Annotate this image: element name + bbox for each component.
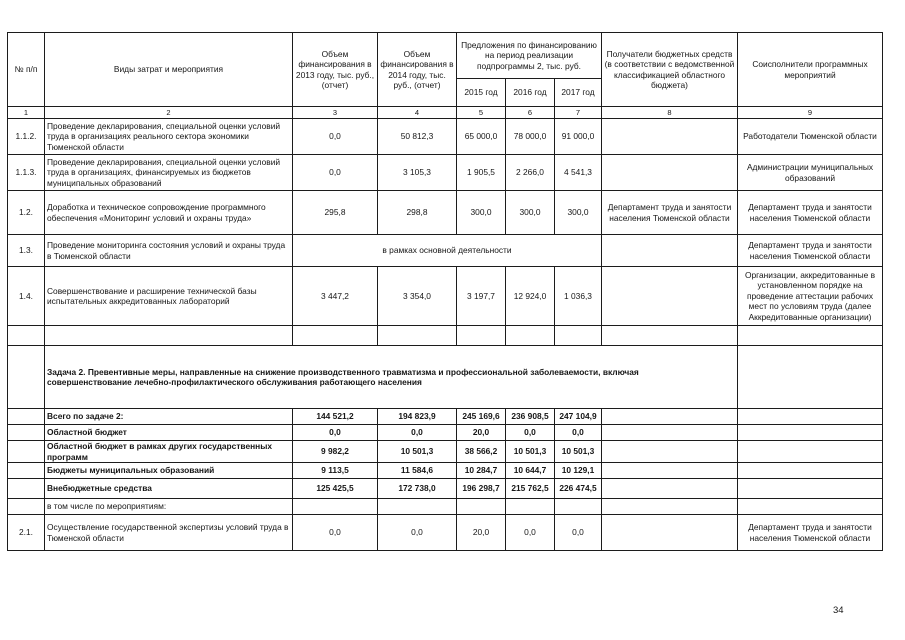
funding-note: в рамках основной деятельности (293, 235, 602, 267)
co-executor: Администрации муниципальных образований (738, 155, 883, 191)
empty-cell (457, 326, 506, 346)
column-number: 2 (45, 107, 293, 119)
row-number: 1.2. (8, 191, 45, 235)
empty-cell (8, 499, 45, 515)
empty-cell (602, 425, 738, 441)
empty-cell (602, 479, 738, 499)
funding-table (7, 32, 883, 551)
co-executor: Департамент труда и занятости населения Тюменской области (738, 515, 883, 551)
table-row (8, 119, 883, 155)
funding-2015: 300,0 (457, 191, 506, 235)
row-number: 1.4. (8, 267, 45, 326)
total-row (8, 463, 883, 479)
empty-cell (602, 119, 738, 155)
table-row (8, 191, 883, 235)
measure-name: Совершенствование и расширение технической базы испытательных аккредитованных лабораторий (45, 267, 293, 326)
funding-2017: 0,0 (555, 515, 602, 551)
funding-2013: 3 447,2 (293, 267, 378, 326)
empty-cell (738, 441, 883, 463)
header-year-2015: 2015 год (457, 79, 506, 107)
funding-2013: 9 113,5 (293, 463, 378, 479)
empty-cell (8, 409, 45, 425)
funding-2013: 0,0 (293, 119, 378, 155)
empty-cell (378, 499, 457, 515)
funding-2013: 125 425,5 (293, 479, 378, 499)
co-executor: Департамент труда и занятости населения Тюменской области (738, 191, 883, 235)
header-funding-2014: Объем финансирования в 2014 году, тыс. руб., (отчет) (378, 33, 457, 107)
row-number: 2.1. (8, 515, 45, 551)
row-number: 1.1.2. (8, 119, 45, 155)
empty-cell (378, 326, 457, 346)
empty-cell (602, 235, 738, 267)
empty-cell (8, 479, 45, 499)
table-row (8, 235, 883, 267)
funding-2015: 1 905,5 (457, 155, 506, 191)
empty-cell (506, 499, 555, 515)
including-label: в том числе по мероприятиям: (45, 499, 293, 515)
empty-cell (293, 326, 378, 346)
empty-cell (738, 499, 883, 515)
total-label: Областной бюджет (45, 425, 293, 441)
funding-2014: 298,8 (378, 191, 457, 235)
column-number: 1 (8, 107, 45, 119)
empty-cell (8, 441, 45, 463)
header-num: № п/п (8, 33, 45, 107)
funding-2014: 10 501,3 (378, 441, 457, 463)
funding-2015: 245 169,6 (457, 409, 506, 425)
empty-cell (555, 326, 602, 346)
total-label: Всего по задаче 2: (45, 409, 293, 425)
funding-2017: 300,0 (555, 191, 602, 235)
header-year-2017: 2017 год (555, 79, 602, 107)
empty-cell (506, 326, 555, 346)
table-row (8, 267, 883, 326)
task-title: Задача 2. Превентивные меры, направленные на снижение производственного травматизма и профессиональной заболеваемости, включая совершенствование лечебно-профилактического обслуживания работающего населения (47, 366, 639, 387)
funding-2016: 0,0 (506, 515, 555, 551)
empty-cell (602, 499, 738, 515)
including-row (8, 499, 883, 515)
task-heading-cell (45, 346, 738, 409)
funding-2014: 0,0 (378, 515, 457, 551)
funding-2013: 0,0 (293, 425, 378, 441)
funding-2017: 91 000,0 (555, 119, 602, 155)
table-row (8, 155, 883, 191)
co-executor: Работодатели Тюменской области (738, 119, 883, 155)
funding-2016: 12 924,0 (506, 267, 555, 326)
header-coexecutors: Соисполнители программных мероприятий (738, 33, 883, 107)
funding-2016: 215 762,5 (506, 479, 555, 499)
header-row (8, 33, 883, 79)
column-number: 6 (506, 107, 555, 119)
empty-cell (457, 499, 506, 515)
table-row (8, 515, 883, 551)
funding-2016: 10 644,7 (506, 463, 555, 479)
funding-2013: 0,0 (293, 515, 378, 551)
empty-cell (602, 441, 738, 463)
measure-name: Осуществление государственной экспертизы условий труда в Тюменской области (45, 515, 293, 551)
total-row (8, 425, 883, 441)
empty-cell (738, 479, 883, 499)
row-number: 1.1.3. (8, 155, 45, 191)
funding-2015: 196 298,7 (457, 479, 506, 499)
empty-cell (602, 267, 738, 326)
funding-2017: 4 541,3 (555, 155, 602, 191)
column-number: 5 (457, 107, 506, 119)
empty-cell (738, 409, 883, 425)
budget-recipient: Департамент труда и занятости населения Тюменской области (602, 191, 738, 235)
measure-name: Доработка и техническое сопровождение программного обеспечения «Мониторинг условий и охраны труда» (45, 191, 293, 235)
funding-2016: 78 000,0 (506, 119, 555, 155)
funding-2013: 9 982,2 (293, 441, 378, 463)
funding-2015: 3 197,7 (457, 267, 506, 326)
empty-cell (45, 326, 293, 346)
empty-cell (602, 463, 738, 479)
funding-2015: 65 000,0 (457, 119, 506, 155)
row-number: 1.3. (8, 235, 45, 267)
measure-name: Проведение мониторинга состояния условий и охраны труда в Тюменской области (45, 235, 293, 267)
co-executor: Департамент труда и занятости населения Тюменской области (738, 235, 883, 267)
header-year-2016: 2016 год (506, 79, 555, 107)
total-row (8, 479, 883, 499)
funding-2016: 0,0 (506, 425, 555, 441)
funding-2013: 295,8 (293, 191, 378, 235)
header-kind: Виды затрат и мероприятия (45, 33, 293, 107)
empty-cell (602, 155, 738, 191)
column-number: 4 (378, 107, 457, 119)
total-row (8, 441, 883, 463)
empty-cell (8, 425, 45, 441)
funding-2016: 300,0 (506, 191, 555, 235)
empty-cell (8, 463, 45, 479)
funding-2016: 10 501,3 (506, 441, 555, 463)
measure-name: Проведение декларирования, специальной оценки условий труда в организациях реального сектора экономики Тюменской области (45, 119, 293, 155)
funding-2015: 38 566,2 (457, 441, 506, 463)
empty-cell (602, 515, 738, 551)
total-label: Областной бюджет в рамках других государственных программ (45, 441, 293, 463)
funding-2013: 0,0 (293, 155, 378, 191)
empty-cell (555, 499, 602, 515)
funding-2016: 2 266,0 (506, 155, 555, 191)
total-label: Внебюджетные средства (45, 479, 293, 499)
funding-2015: 10 284,7 (457, 463, 506, 479)
funding-2017: 10 129,1 (555, 463, 602, 479)
funding-2014: 194 823,9 (378, 409, 457, 425)
header-proposals: Предложения по финансированию на период реализации подпрограммы 2, тыс. руб. (457, 33, 602, 79)
funding-2016: 236 908,5 (506, 409, 555, 425)
empty-cell (8, 346, 45, 409)
funding-2014: 3 354,0 (378, 267, 457, 326)
funding-2014: 172 738,0 (378, 479, 457, 499)
column-number: 3 (293, 107, 378, 119)
funding-2017: 10 501,3 (555, 441, 602, 463)
funding-2015: 20,0 (457, 515, 506, 551)
funding-2017: 226 474,5 (555, 479, 602, 499)
measure-name: Проведение декларирования, специальной оценки условий труда в организациях, финансируемых из бюджетов муниципальных образований (45, 155, 293, 191)
empty-row (8, 326, 883, 346)
funding-2017: 0,0 (555, 425, 602, 441)
funding-2014: 50 812,3 (378, 119, 457, 155)
empty-cell (738, 326, 883, 346)
page-number: 34 (833, 605, 844, 616)
header-funding-2013: Объем финансирования в 2013 году, тыс. руб., (отчет) (293, 33, 378, 107)
empty-cell (8, 326, 45, 346)
empty-cell (738, 463, 883, 479)
empty-cell (602, 409, 738, 425)
column-numbers-row (8, 107, 883, 119)
funding-2017: 247 104,9 (555, 409, 602, 425)
funding-2014: 11 584,6 (378, 463, 457, 479)
funding-2017: 1 036,3 (555, 267, 602, 326)
header-recipients: Получатели бюджетных средств (в соответствии с ведомственной классификацией областного бюджета) (602, 33, 738, 107)
co-executor: Организации, аккредитованные в установленном порядке на проведение аттестации рабочих мест по условиям труда (далее Аккредитованные организации) (738, 267, 883, 326)
empty-cell (738, 346, 883, 409)
funding-2013: 144 521,2 (293, 409, 378, 425)
total-label: Бюджеты муниципальных образований (45, 463, 293, 479)
funding-2014: 3 105,3 (378, 155, 457, 191)
funding-2014: 0,0 (378, 425, 457, 441)
column-number: 9 (738, 107, 883, 119)
funding-2015: 20,0 (457, 425, 506, 441)
empty-cell (602, 326, 738, 346)
total-row (8, 409, 883, 425)
column-number: 7 (555, 107, 602, 119)
task-heading-row (8, 346, 883, 409)
column-number: 8 (602, 107, 738, 119)
empty-cell (738, 425, 883, 441)
empty-cell (293, 499, 378, 515)
